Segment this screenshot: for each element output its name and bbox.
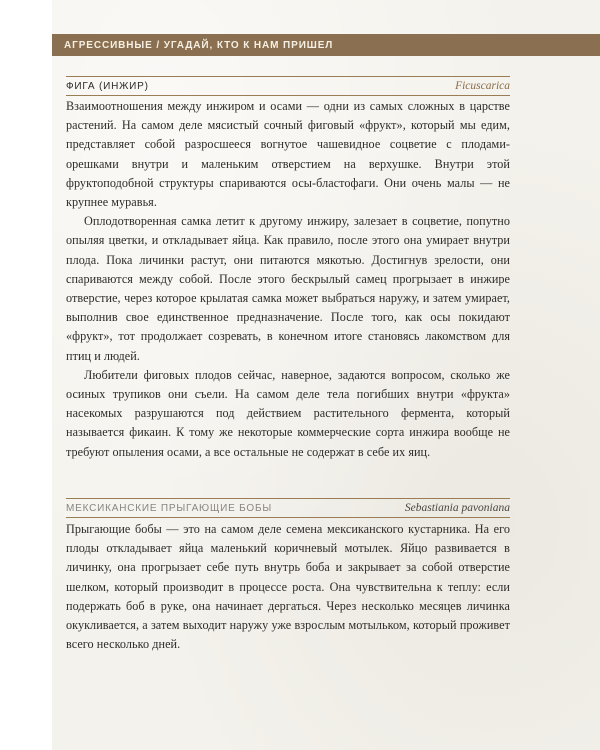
section-header-fig xyxy=(66,76,510,96)
running-header-bar xyxy=(52,34,600,56)
paragraph: Прыгающие бобы — это на самом деле семена мексиканского кустарника. На его плоды откладывает яйца маленький коричневый мотылек. Яйцо развивается в личинку, она прогрызает себе путь внутрь боба и закрывает за собой отверстие шелком, который производит в процессе роста. Она чувствительна к теплу: если подержать боб в руке, она начинает дергаться. Через несколько месяцев личинка окукливается, а затем выходит наружу уже взрослым мотыльком, который проживет всего несколько дней. xyxy=(66,522,510,652)
section-title-jumping-beans: МЕКСИКАНСКИЕ ПРЫГАЮЩИЕ БОБЫ xyxy=(66,502,273,514)
running-header-title: АГРЕССИВНЫЕ / УГАДАЙ, КТО К НАМ ПРИШЕЛ xyxy=(64,39,334,51)
section-body-fig xyxy=(66,97,510,462)
paragraph: Оплодотворенная самка летит к другому инжиру, залезает в соцветие, попутно опыляя цветки, и откладывает яйца. Как правило, после этого она умирает внутри плода. Пока личинки растут, они питаются мякотью. Достигнув зрелости, они спариваются между собой. После этого бескрылый самец прогрызает в инжире отверстие, через которое крылатая самка может выбраться наружу, и затем умирает, выполнив свое единственное предназначение. После того, как осы покидают «фрукт», тот продолжает созревать, в конечном итоге становясь лакомством для птиц и людей. xyxy=(66,214,510,363)
section-latin-fig: Ficuscarica xyxy=(455,80,510,92)
section-body-jumping-beans xyxy=(66,520,510,654)
paragraph: Любители фиговых плодов сейчас, наверное, задаются вопросом, сколько же осиных трупиков они съели. На самом деле тела погибших внутри «фрукта» насекомых разрушаются под действием растительного фермента, который называется фикаин. К тому же некоторые коммерческие сорта инжира вообще не требуют опыления осами, а все остальные не содержат в себе их яиц. xyxy=(66,367,510,459)
paragraph: Взаимоотношения между инжиром и осами — одни из самых сложных в царстве растений. На самом деле мясистый сочный фиговый «фрукт», который мы едим, представляет собой разросшееся вогнутое чашевидное соцветие с плодами-орешками внутри и маленьким отверстием на верхушке. Внутри этой фруктоподобной структуры спариваются осы-бластофаги. Они очень малы — не крупнее муравья. xyxy=(66,99,510,210)
section-latin-jumping-beans: Sebastiania pavoniana xyxy=(404,502,510,514)
section-header-jumping-beans xyxy=(66,498,510,518)
section-title-fig: ФИГА (ИНЖИР) xyxy=(66,80,149,92)
